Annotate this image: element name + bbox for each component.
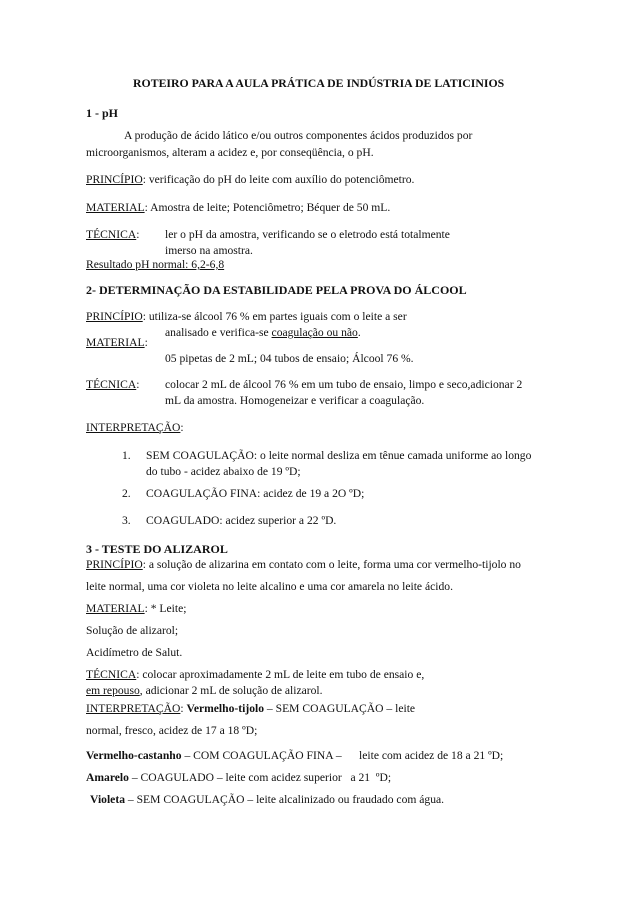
section-1-heading: 1 - pH xyxy=(86,106,119,120)
s3-amarelo: Amarelo xyxy=(86,771,129,784)
s3-tecnica-line-2-text: , adicionar 2 mL de solução de alizarol. xyxy=(139,684,323,697)
s3-tecnica xyxy=(86,668,424,682)
s3-principio xyxy=(86,558,521,572)
s2-tecnica-label: TÉCNICA xyxy=(86,378,137,391)
s1-tecnica xyxy=(86,228,139,242)
s3-vermelho-castanho: Vermelho-castanho xyxy=(86,749,182,762)
s2-tecnica-line-1: colocar 2 mL de álcool 76 % em um tubo de ensaio, limpo e seco,adicionar 2 xyxy=(165,378,523,391)
s1-principio-text: : verificação do pH do leite com auxílio do potenciômetro. xyxy=(142,173,415,186)
s2-interpretacao-colon: : xyxy=(180,421,184,434)
s2-principio-period: . xyxy=(357,326,361,339)
s2-tecnica-line-2: mL da amostra. Homogeneizar e verificar a coagulação. xyxy=(165,394,425,407)
s3-violeta: Violeta xyxy=(90,793,125,806)
s2-material xyxy=(86,336,148,350)
s2-material-colon: : xyxy=(144,336,148,349)
s2-principio-line-1: : utiliza-se álcool 76 % em partes iguais com o leite a ser xyxy=(142,310,407,323)
s2-item-2-number: 2. xyxy=(122,487,131,500)
s3-violeta-line xyxy=(90,793,444,807)
s3-vermelho-castanho-line xyxy=(86,749,503,763)
s2-item-1-line-2: do tubo - acidez abaixo de 19 ºD; xyxy=(146,465,301,478)
s1-intro-line-2: microorganismos, alteram a acidez e, por conseqüência, o pH. xyxy=(86,146,374,159)
section-2-heading: 2- DETERMINAÇÃO DA ESTABILIDADE PELA PROVA DO ÁLCOOL xyxy=(86,283,467,297)
s3-vermelho-tijolo-line-2: normal, fresco, acidez de 17 a 18 ºD; xyxy=(86,724,258,737)
s3-tecnica-label: TÉCNICA xyxy=(86,668,137,681)
s2-item-1-number: 1. xyxy=(122,449,131,462)
s1-principio xyxy=(86,173,414,187)
s1-tecnica-label: TÉCNICA xyxy=(86,228,137,241)
s1-tecnica-colon: : xyxy=(136,228,140,241)
s2-principio-line-2 xyxy=(165,326,361,340)
s3-principio-line-2: leite normal, uma cor violeta no leite alcalino e uma cor amarela no leite ácido. xyxy=(86,580,453,593)
s3-tecnica-line-1: : colocar aproximadamente 2 mL de leite em tubo de ensaio e, xyxy=(136,668,425,681)
s3-vermelho-castanho-text: – COM COAGULAÇÃO FINA – leite com acidez de 18 a 21 ºD; xyxy=(181,749,504,762)
s3-tecnica-line-2 xyxy=(86,684,323,698)
s1-material-label: MATERIAL xyxy=(86,201,145,214)
s1-tecnica-line-1: ler o pH da amostra, verificando se o eletrodo está totalmente xyxy=(165,228,450,241)
s3-amarelo-text: – COAGULADO – leite com acidez superior a 21 ºD; xyxy=(128,771,392,784)
s2-material-text: 05 pipetas de 2 mL; 04 tubos de ensaio; Álcool 76 %. xyxy=(165,352,414,365)
s3-material-text: : * Leite; xyxy=(144,602,187,615)
section-3-heading: 3 - TESTE DO ALIZAROL xyxy=(86,542,228,556)
s3-material-label: MATERIAL xyxy=(86,602,145,615)
s2-item-2-line-1: COAGULAÇÃO FINA: acidez de 19 a 2O ºD; xyxy=(146,487,365,500)
s3-amarelo-line xyxy=(86,771,391,785)
s1-material-text: : Amostra de leite; Potenciômetro; Béquer de 50 mL. xyxy=(144,201,391,214)
s1-principio-label: PRINCÍPIO xyxy=(86,173,143,186)
s3-material-line-2: Solução de alizarol; xyxy=(86,624,179,637)
s3-interpretacao xyxy=(86,702,415,716)
s3-tecnica-emphasis: em repouso xyxy=(86,684,140,697)
s1-intro-line-1: A produção de ácido lático e/ou outros componentes ácidos produzidos por xyxy=(124,129,473,142)
s1-tecnica-line-2: imerso na amostra. xyxy=(165,244,253,257)
s3-vermelho-tijolo-text: – SEM COAGULAÇÃO – leite xyxy=(264,702,416,715)
s3-principio-label: PRINCÍPIO xyxy=(86,558,143,571)
s3-violeta-text: – SEM COAGULAÇÃO – leite alcalinizado ou fraudado com água. xyxy=(125,793,445,806)
s2-item-3-number: 3. xyxy=(122,514,131,527)
s2-interpretacao-label: INTERPRETAÇÃO xyxy=(86,421,181,434)
s1-material xyxy=(86,201,390,215)
s3-material-line-3: Acidímetro de Salut. xyxy=(86,646,183,659)
s1-resultado: Resultado pH normal: 6,2-6,8 xyxy=(86,258,225,271)
s2-principio-label: PRINCÍPIO xyxy=(86,310,143,323)
s2-material-label: MATERIAL xyxy=(86,336,145,349)
s2-principio xyxy=(86,310,407,324)
s2-tecnica xyxy=(86,378,139,392)
s3-principio-line-1: : a solução de alizarina em contato com o leite, forma uma cor vermelho-tijolo no xyxy=(142,558,521,571)
document-title: ROTEIRO PARA A AULA PRÁTICA DE INDÚSTRIA DE LATICINIOS xyxy=(133,76,505,90)
s2-principio-line-2-text: analisado e verifica-se xyxy=(165,326,272,339)
s2-item-1-line-1: SEM COAGULAÇÃO: o leite normal desliza em tênue camada uniforme ao longo xyxy=(146,449,532,462)
s2-item-3-line-1: COAGULADO: acidez superior a 22 ºD. xyxy=(146,514,337,527)
s2-interpretacao xyxy=(86,421,184,435)
s3-interpretacao-colon: : xyxy=(180,702,187,715)
s3-material xyxy=(86,602,186,616)
s3-interpretacao-label: INTERPRETAÇÃO xyxy=(86,702,181,715)
s2-tecnica-colon: : xyxy=(136,378,140,391)
s3-vermelho-tijolo: Vermelho-tijolo xyxy=(186,702,265,715)
s2-principio-emphasis: coagulação ou não xyxy=(271,326,358,339)
